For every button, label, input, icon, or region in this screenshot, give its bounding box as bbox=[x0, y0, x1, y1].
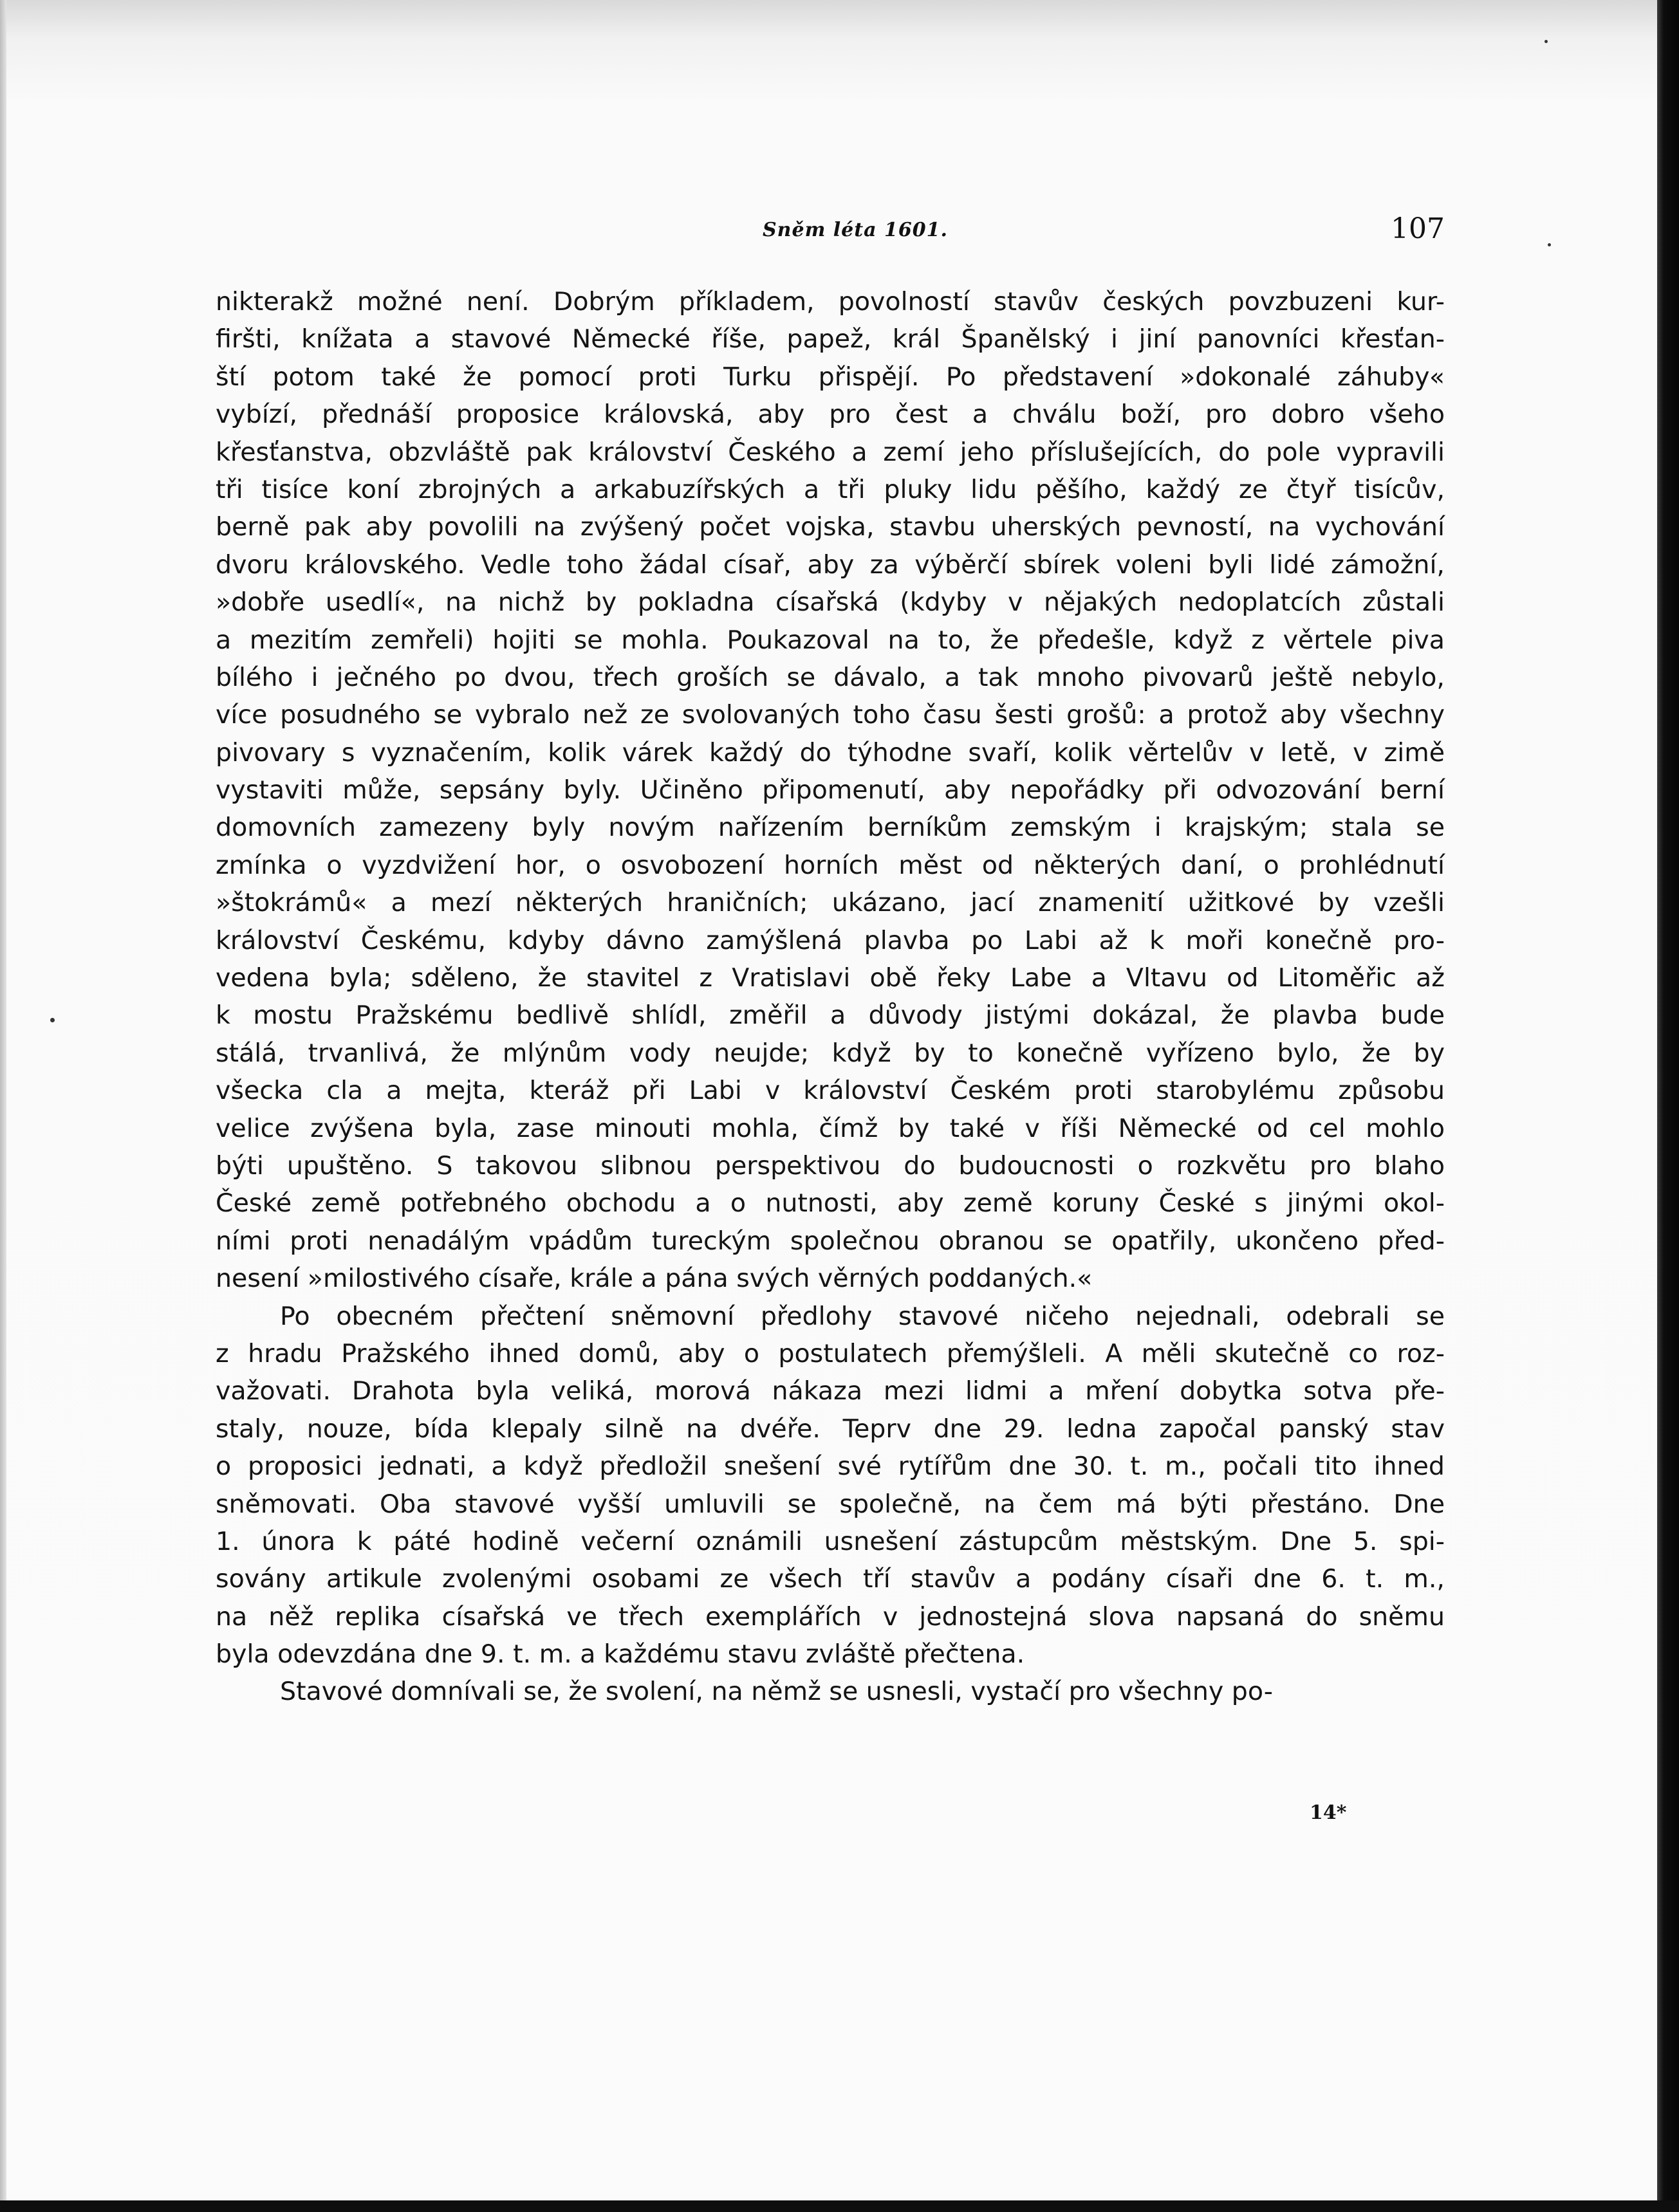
text-line: vystaviti může, sepsány byly. Učiněno připomenutí, aby nepořádky při odvozování berní bbox=[216, 775, 1445, 806]
text-line: »štokrámů« a mezí některých hraničních; ukázano, jací znamenití užitkové by vzešli bbox=[216, 888, 1445, 918]
text-line: stálá, trvanlivá, že mlýnům vody neujde; když by to konečně vyřízeno bylo, že by bbox=[216, 1038, 1445, 1068]
text-line: býti upuštěno. S takovou slibnou perspektivou do budoucnosti o rozkvětu pro blaho bbox=[216, 1150, 1445, 1181]
text-line: křesťanstva, obzvláště pak království Českého a zemí jeho příslušejících, do pole vypravili bbox=[216, 437, 1445, 467]
text-line: pivovary s vyznačením, kolik várek každý do týhodne svaří, kolik věrtelův v letě, v zimě bbox=[216, 737, 1445, 768]
text-line: »dobře usedlí«, na nichž by pokladna císařská (kdyby v nějakých nedoplatcích zůstali bbox=[216, 587, 1445, 618]
text-line: z hradu Pražského ihned domů, aby o postulatech přemýšleli. A měli skutečně co roz- bbox=[216, 1338, 1445, 1369]
scan-speck bbox=[1548, 243, 1551, 246]
text-line: ními proti nenadálým vpádům tureckým společnou obranou se opatřily, ukončeno před- bbox=[216, 1226, 1445, 1256]
text-line: bílého i ječného po dvou, třech groších se dávalo, a tak mnoho pivovarů ještě nebylo, bbox=[216, 662, 1445, 692]
text-line: nesení »milostivého císaře, krále a pána svých věrných poddaných.« bbox=[216, 1264, 1093, 1294]
text-line: nikterakž možné není. Dobrým příkladem, povolností stavův českých povzbuzeni kur- bbox=[216, 287, 1445, 317]
text-line: více posudného se vybralo než ze svolovaných toho času šesti grošů: a protož aby všechny bbox=[216, 700, 1445, 730]
scan-speck bbox=[1544, 40, 1548, 43]
scan-speck bbox=[50, 1018, 55, 1022]
text-line: staly, nouze, bída klepaly silně na dvéře. Teprv dne 29. ledna započal panský stav bbox=[216, 1414, 1445, 1444]
text-line: važovati. Drahota byla veliká, morová nákaza mezi lidmi a mření dobytka sotva pře- bbox=[216, 1376, 1445, 1406]
text-line: tři tisíce koní zbrojných a arkabuzířských a tři pluky lidu pěšího, každý ze čtyř tisícův, bbox=[216, 474, 1445, 504]
text-line: byla odevzdána dne 9. t. m. a každému stavu zvláště přečtena. bbox=[216, 1639, 1025, 1670]
signature-mark: 14* bbox=[1310, 1802, 1347, 1824]
text-line: České země potřebného obchodu a o nutnosti, aby země koruny České s jinými okol- bbox=[216, 1188, 1445, 1219]
text-line: firšti, knížata a stavové Německé říše, papež, král Španělský i jiní panovníci křesťan- bbox=[216, 324, 1445, 355]
text-line: berně pak aby povolili na zvýšený počet vojska, stavbu uherských pevností, na vychování bbox=[216, 512, 1445, 542]
text-line: zmínka o vyzdvižení hor, o osvobození horních měst od některých daní, o prohlédnutí bbox=[216, 850, 1445, 880]
text-line: dvoru královského. Vedle toho žádal císař, aby za výběrčí sbírek voleni byli lidé zámožní, bbox=[216, 549, 1445, 580]
page-left-edge bbox=[0, 0, 6, 2200]
running-title: Sněm léta 1601. bbox=[763, 219, 948, 241]
text-line: o proposici jednati, a když předložil snešení své rytířům dne 30. t. m., počali tito ihned bbox=[216, 1452, 1445, 1482]
text-line: vedena byla; sděleno, že stavitel z Vratislavi obě řeky Labe a Vltavu od Litoměřic až bbox=[216, 963, 1445, 993]
scan-right-border bbox=[1657, 0, 1679, 2212]
text-line: sněmovati. Oba stavové vyšší umluvili se společně, na čem má býti přestáno. Dne bbox=[216, 1489, 1445, 1519]
text-line: k mostu Pražskému bedlivě shlídl, změřil a důvody jistými dokázal, že plavba bude bbox=[216, 1000, 1445, 1031]
text-line: všecka cla a mejta, kteráž při Labi v království Českém proti starobylému způsobu bbox=[216, 1076, 1445, 1106]
text-line: sovány artikule zvolenými osobami ze všech tří stavův a podány císaři dne 6. t. m., bbox=[216, 1564, 1445, 1594]
page-header bbox=[216, 212, 1445, 257]
text-line: velice zvýšena byla, zase minouti mohla, čímž by také v říši Německé od cel mohlo bbox=[216, 1113, 1445, 1143]
text-line: ští potom také že pomocí proti Turku přispějí. Po představení »dokonalé záhuby« bbox=[216, 362, 1445, 392]
text-line: a mezitím zemřeli) hojiti se mohla. Poukazoval na to, že předešle, když z věrtele piva bbox=[216, 625, 1445, 655]
text-line: 1. února k páté hodině večerní oznámili usnešení zástupcům městským. Dne 5. spi- bbox=[216, 1526, 1445, 1556]
text-line: království Českému, kdyby dávno zamýšlená plavba po Labi až k moři konečně pro- bbox=[216, 925, 1445, 955]
paragraph bbox=[216, 1673, 1445, 1710]
text-line: Po obecném přečtení sněmovní předlohy stavové ničeho nejednali, odebrali se bbox=[280, 1301, 1445, 1331]
scan-bottom-border bbox=[0, 2200, 1679, 2212]
paragraph bbox=[216, 283, 1445, 1298]
paragraph bbox=[216, 1298, 1445, 1673]
text-line: vybízí, přednáší proposice královská, aby pro čest a chválu boží, pro dobro všeho bbox=[216, 400, 1445, 430]
body-text bbox=[216, 283, 1445, 1711]
text-line: na něž replika císařská ve třech exemplářích v jednostejná slova napsaná do sněmu bbox=[216, 1601, 1445, 1632]
text-line: Stavové domnívali se, že svolení, na němž se usnesli, vystačí pro všechny po- bbox=[280, 1677, 1274, 1707]
text-line: domovních zamezeny byly novým nařízením berníkům zemským i krajským; stala se bbox=[216, 813, 1445, 843]
page-number: 107 bbox=[1391, 212, 1445, 245]
